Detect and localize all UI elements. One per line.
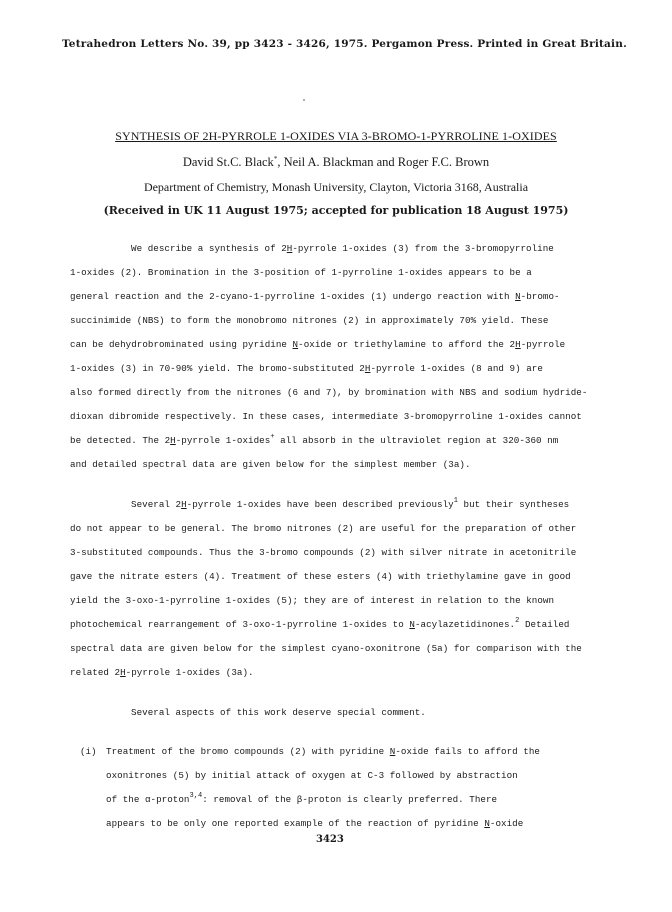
intro-line: gave the nitrate esters (4). Treatment of these esters (4) with triethylamine gave in good <box>70 571 571 582</box>
reference-superscript: 2 <box>515 617 520 625</box>
corresponding-star: * <box>273 155 278 163</box>
item-line: appears to be only one reported example of the reaction of pyridine N-oxide <box>106 818 524 829</box>
abstract-line: be detected. The 2H-pyrrole 1-oxides+ all absorb in the ultraviolet region at 320-360 nm <box>70 433 559 446</box>
intro-line: yield the 3-oxo-1-pyrroline 1-oxides (5); they are of interest in relation to the known <box>70 595 555 606</box>
reference-superscript: 1 <box>453 497 458 505</box>
journal-header: Tetrahedron Letters No. 39, pp 3423 - 3426, 1975. Pergamon Press. Printed in Great Britain. <box>62 38 627 50</box>
abstract-line: 1-oxides (3) in 70-90% yield. The bromo-substituted 2H-pyrrole 1-oxides (8 and 9) are <box>70 363 543 374</box>
received-date: (Received in UK 11 August 1975; accepted for publication 18 August 1975) <box>103 204 569 217</box>
abstract-line: succinimide (NBS) to form the monobromo nitrones (2) in approximately 70% yield. These <box>70 315 549 326</box>
abstract-line: can be dehydrobrominated using pyridine N-oxide or triethylamine to afford the 2H-pyrrole <box>70 339 566 350</box>
abstract-line: We describe a synthesis of 2H-pyrrole 1-oxides (3) from the 3-bromopyrroline <box>131 243 554 254</box>
intro-line: Several 2H-pyrrole 1-oxides have been described previously$^1$ but their syntheses <box>131 497 570 510</box>
scan-speck <box>303 99 305 101</box>
item-line: of the α-proton$^{3,4}$: removal of the β-proton is clearly preferred. There <box>106 792 498 805</box>
reference-superscript: 3,4 <box>189 792 203 800</box>
comment-line: Several aspects of this work deserve special comment. <box>131 707 426 718</box>
page-number: 3423 <box>316 834 344 845</box>
affiliation: Department of Chemistry, Monash University, Clayton, Victoria 3168, Australia <box>143 180 529 194</box>
intro-line: spectral data are given below for the simplest cyano-oxonitrone (5a) for comparison with the <box>70 643 582 654</box>
article-title: SYNTHESIS OF 2H-PYRROLE 1-OXIDES VIA 3-BROMO-1-PYRROLINE 1-OXIDES <box>115 129 557 143</box>
intro-line: 3-substituted compounds. Thus the 3-bromo compounds (2) with silver nitrate in acetonitrile <box>70 547 577 558</box>
abstract-line: general reaction and the 2-cyano-1-pyrroline 1-oxides (1) undergo reaction with N-bromo- <box>70 291 560 302</box>
intro-line: related 2H-pyrrole 1-oxides (3a). <box>70 667 254 678</box>
abstract-line: and detailed spectral data are given below for the simplest member (3a). <box>70 459 471 470</box>
first-author: David St.C. Black <box>182 155 274 169</box>
intro-line: photochemical rearrangement of 3-oxo-1-pyrroline 1-oxides to N-acylazetidinones.$^2$ Detailed <box>70 617 570 630</box>
item-line: oxonitrones (5) by initial attack of oxygen at C-3 followed by abstraction <box>106 770 518 781</box>
item-number: (i) <box>80 746 97 757</box>
intro-line: do not appear to be general. The bromo nitrones (2) are useful for the preparation of other <box>70 523 577 534</box>
author-line <box>0 155 672 170</box>
item-line: Treatment of the bromo compounds (2) with pyridine N-oxide fails to afford the <box>106 746 540 757</box>
abstract-line: 1-oxides (2). Bromination in the 3-position of 1-pyrroline 1-oxides appears to be a <box>70 267 532 278</box>
abstract-line: also formed directly from the nitrones (6 and 7), by bromination with NBS and sodium hydride- <box>70 387 588 398</box>
abstract-line: dioxan dibromide respectively. In these cases, intermediate 3-bromopyrroline 1-oxides cannot <box>70 411 582 422</box>
other-authors: , Neil A. Blackman and Roger F.C. Brown <box>277 155 490 169</box>
